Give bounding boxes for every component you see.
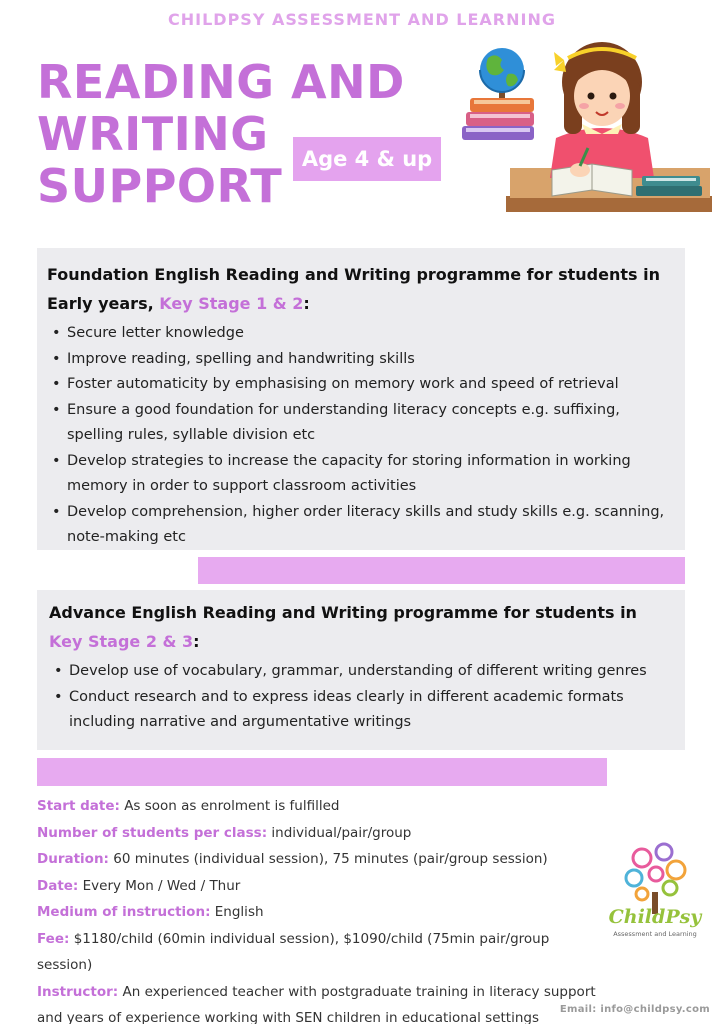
list-item: • Conduct research and to express ideas clearly in different academic formats including narrative and argumentative writings	[49, 685, 673, 736]
title-line-3: SUPPORT	[37, 159, 283, 213]
detail-value: individual/pair/group	[271, 824, 412, 841]
detail-value: 60 minutes (individual session), 75 minutes (pair/group session)	[113, 851, 548, 867]
list-item: • Improve reading, spelling and handwriting skills	[47, 347, 675, 373]
title-line-2: WRITING	[37, 107, 269, 161]
list-item: • Develop comprehension, higher order literacy skills and study skills e.g. scanning, note-making etc	[47, 500, 675, 551]
title-line-1: READING AND	[37, 55, 405, 109]
girl-writing-illustration	[456, 40, 716, 216]
org-name: CHILDPSY ASSESSMENT AND LEARNING	[168, 10, 556, 29]
detail-row	[37, 899, 597, 926]
detail-label: Number of students per class:	[37, 824, 268, 841]
advance-bullet-list	[49, 659, 673, 736]
detail-row	[37, 820, 597, 847]
course-details	[37, 793, 597, 1024]
detail-row	[37, 873, 597, 900]
advance-programme-panel	[37, 590, 685, 750]
logo-name: ChildPsy	[608, 906, 702, 928]
detail-label: Duration:	[37, 851, 109, 867]
detail-label: Date:	[37, 877, 79, 894]
logo-subtitle: Assessment and Learning	[613, 930, 697, 938]
detail-row	[37, 926, 597, 979]
detail-row	[37, 793, 597, 820]
list-item: • Foster automaticity by emphasising on memory work and speed of retrieval	[47, 372, 675, 398]
detail-label: Fee:	[37, 930, 70, 947]
detail-label: Start date:	[37, 798, 120, 814]
key-stage-highlight: Key Stage 2 & 3	[49, 632, 194, 651]
detail-value: $1180/child (60min individual session), $1090/child (75min pair/group session)	[37, 930, 550, 973]
list-item: • Develop strategies to increase the capacity for storing information in working memory in order to support classroom activities	[47, 449, 675, 500]
divider-bar	[198, 557, 685, 584]
key-stage-highlight: Key Stage 1 & 2	[159, 294, 304, 313]
advance-heading-text: Advance English Reading and Writing programme for students in	[49, 603, 637, 622]
detail-row	[37, 979, 597, 1024]
foundation-heading-text: Foundation English Reading and Writing programme for students in	[47, 265, 660, 284]
foundation-programme-panel	[37, 248, 685, 550]
books-icon	[462, 98, 534, 140]
detail-value: Every Mon / Wed / Thur	[82, 877, 241, 894]
foundation-bullet-list	[47, 321, 675, 551]
advance-heading	[49, 598, 673, 656]
detail-label: Medium of instruction:	[37, 904, 211, 920]
detail-row	[37, 846, 597, 873]
divider-bar	[37, 758, 607, 786]
list-item: • Secure letter knowledge	[47, 321, 675, 347]
foundation-heading	[47, 260, 675, 318]
list-item: • Ensure a good foundation for understanding literacy concepts e.g. suffixing, spelling rules, syllable division etc	[47, 398, 675, 449]
heading-colon: :	[303, 294, 310, 313]
detail-value: An experienced teacher with postgraduate training in literacy support and years of experience working with SEN children in educational settings	[37, 983, 596, 1024]
detail-label: Instructor:	[37, 983, 119, 1000]
list-item: • Develop use of vocabulary, grammar, understanding of different writing genres	[49, 659, 673, 685]
detail-value: English	[214, 904, 264, 920]
foundation-heading-text-2: Early years,	[47, 294, 160, 313]
detail-value: As soon as enrolment is fulfilled	[124, 798, 340, 814]
page-title	[37, 56, 405, 212]
globe-icon	[480, 48, 524, 102]
footer-email: Email: info@childpsy.com	[559, 1004, 710, 1015]
heading-colon: :	[193, 632, 200, 651]
age-badge: Age 4 & up	[293, 137, 441, 181]
